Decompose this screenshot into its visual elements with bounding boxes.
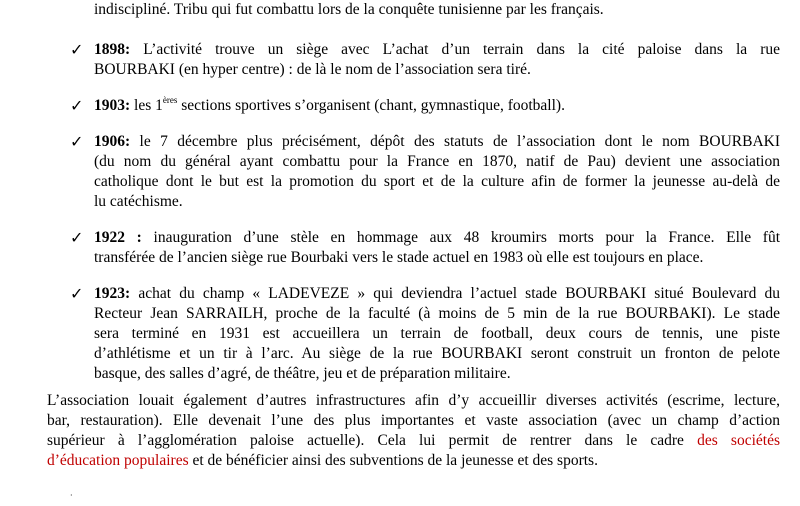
item-1906-line-1 xyxy=(94,132,780,152)
item-1923-line-4: d’athlétisme et un tir à l’arc. Au siège de la rue BOURBAKI seront construit un fronton de pelote xyxy=(94,345,780,362)
item-1898-text-1: L’activité trouve un siège avec L’achat d’un terrain dans la cité paloise dans la rue xyxy=(130,41,780,58)
item-1922-line-2: transférée de l’ancien siège rue Bourbaki vers le stade actuel en 1983 où elle est toujours en place. xyxy=(94,249,704,266)
item-1923-line-3: sera terminé en 1931 est accueillera un terrain de football, deux cours de tennis, une piste xyxy=(94,325,780,342)
check-icon: ✓ xyxy=(70,284,84,303)
educ-pop-link-part-1[interactable]: des sociétés xyxy=(697,432,780,449)
item-1906-text-1: le 7 décembre plus précisément, dépôt des statuts de l’association dont le nom BOURBAKI xyxy=(130,133,780,150)
paragraph-line-3-text: supérieur à l’agglomération paloise actuelle). Cela lui permit de rentrer dans le cadre xyxy=(47,432,698,449)
check-icon: ✓ xyxy=(70,228,84,247)
year-1906: 1906: xyxy=(94,133,131,150)
item-1906-line-2: (du nom du général ayant combattu pour la France en 1870, natif de Pau) devient une association xyxy=(94,153,780,170)
item-1903-line xyxy=(94,96,565,116)
check-icon: ✓ xyxy=(70,132,84,151)
check-icon: ✓ xyxy=(70,40,84,59)
year-1903: 1903: xyxy=(94,97,131,114)
item-1922-text-1: inauguration d’une stèle en hommage aux 48 kroumirs morts pour la France. Elle fût xyxy=(141,229,780,246)
item-1922-line-1 xyxy=(94,228,780,248)
educ-pop-link-part-2[interactable]: d’éducation populaires xyxy=(47,452,189,469)
item-1903-pre: les 1 xyxy=(130,97,163,114)
year-1898: 1898: xyxy=(94,41,131,58)
year-1923: 1923: xyxy=(94,285,131,302)
paragraph-line-4 xyxy=(47,451,780,471)
item-1923-line-5: basque, des salles d’agré, de théâtre, jeu et de préparation militaire. xyxy=(94,365,511,382)
paragraph-line-2: bar, restauration). Elle devenait l’une des plus importantes et vaste association (avec un champ d’action xyxy=(47,412,780,429)
paragraph-line-1: L’association louait également d’autres infrastructures afin d’y accueillir diverses activités (escrime, lecture, xyxy=(47,392,780,409)
item-1903-superscript: ères xyxy=(162,95,178,105)
item-1923-line-1 xyxy=(94,284,780,304)
item-1898-line-2: BOURBAKI (en hyper centre) : de là le nom de l’association sera tiré. xyxy=(94,61,531,78)
check-icon: ✓ xyxy=(70,96,84,115)
paragraph-line-4-text: et de bénéficier ainsi des subventions de la jeunesse et des sports. xyxy=(188,452,598,469)
top-line: indiscipliné. Tribu qui fut combattu lors de la conquête tunisienne par les français. xyxy=(94,1,604,18)
item-1903-post: sections sportives s’organisent (chant, gymnastique, football). xyxy=(177,97,565,114)
item-1906-line-3: catholique dont le but est la promotion du sport et de la culture afin de former la jeunesse au-delà de xyxy=(94,173,780,190)
item-1923-text-1: achat du champ « LADEVEZE » qui deviendra l’actuel stade BOURBAKI situé Boulevard du xyxy=(130,285,780,302)
year-1922: 1922 : xyxy=(94,229,142,246)
item-1906-line-4: lu catéchisme. xyxy=(94,193,183,210)
paragraph-line-3 xyxy=(47,431,780,451)
item-1923-line-2: Recteur Jean SARRAILH, proche de la faculté (à moins de 5 min de la rue BOURBAKI). Le stade xyxy=(94,305,780,322)
item-1898-line-1 xyxy=(94,40,780,60)
bottom-mark: · xyxy=(70,491,73,500)
